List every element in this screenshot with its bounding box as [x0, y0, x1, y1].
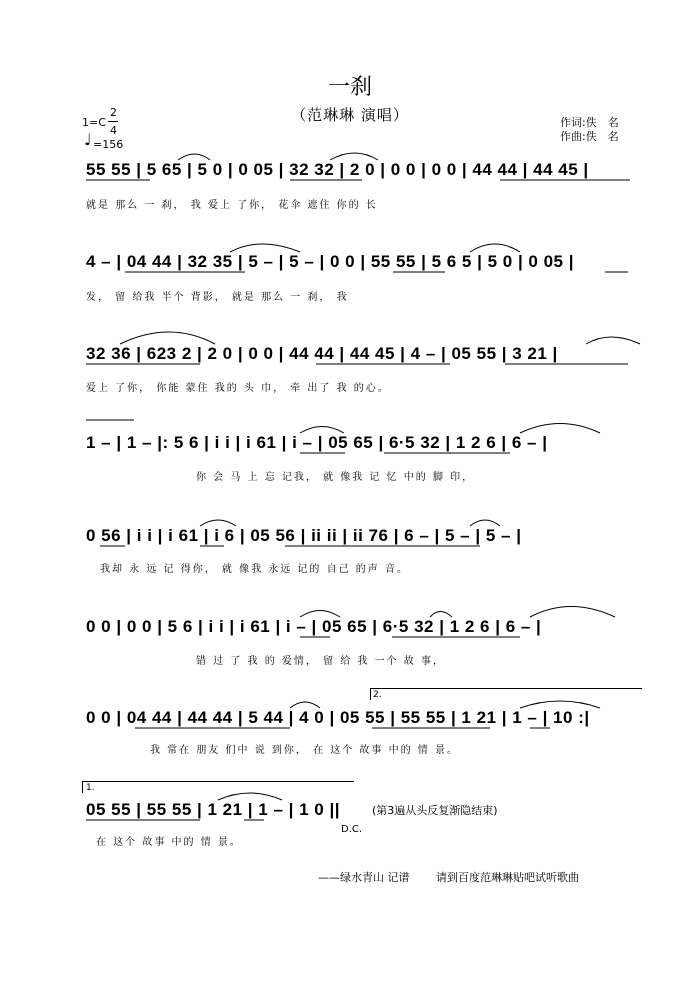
lyrics-line: 在 这个 故事 中的 情 景。 — [96, 837, 242, 848]
tempo-marking: =156 — [93, 138, 124, 151]
lyrics-line: 就是 那么 一 刹， 我 爱上 了你， 花伞 遮住 你的 长 — [86, 200, 378, 211]
lyrics-line: 错 过 了 我 的 爱情， 留 给 我 一个 故 事， — [196, 656, 445, 667]
time-signature-bottom: 4 — [110, 124, 117, 137]
listen-note: 请到百度范琳琳贴吧试听歌曲 — [436, 871, 579, 884]
lyrics-line: 发， 留 给我 半个 背影， 就是 那么 一 刹， 我 — [86, 292, 349, 303]
slur — [330, 153, 378, 160]
slur — [520, 701, 600, 708]
slur — [470, 244, 520, 252]
notation-line: 55 55 | 5 65 | 5 0 | 0 05 | 32 32 | 2 0 | 0 0 | 0 0 | 44 44 | 44 45 | — [86, 160, 589, 179]
slur — [178, 154, 210, 160]
slur — [586, 337, 640, 344]
slur — [300, 427, 344, 434]
lyrics-line: 爱上 了你， 你能 蒙住 我的 头 巾， 牵 出了 我 的心。 — [86, 383, 390, 394]
notation-line: 05 55 | 55 55 | 1 21 | 1 – | 1 0 || — [86, 800, 340, 819]
volta-2-label: 2. — [373, 690, 382, 700]
composer-credit: 作曲:佚 名 — [560, 130, 619, 143]
slur — [530, 607, 615, 618]
slur — [430, 612, 452, 618]
slur — [218, 793, 282, 800]
song-subtitle: （范琳琳 演唱） — [291, 106, 409, 124]
slur — [230, 244, 300, 252]
volta-1-label: 1. — [86, 783, 95, 793]
song-title: 一刹 — [327, 75, 372, 100]
transcriber-credit: ——绿水青山 记谱 — [318, 871, 410, 884]
notation-line: 0 56 | i i | i 61 | i 6 | 05 56 | ii ii | ii 76 | 6 – | 5 – | 5 – | — [86, 526, 522, 545]
lyrics-line: 你 会 马 上 忘 记我， 就 像我 记 忆 中的 脚 印， — [196, 472, 475, 483]
slur — [120, 332, 215, 344]
lyrics-line: 我 常在 朋友 们中 说 到你， 在 这个 故事 中的 情 景。 — [150, 745, 459, 756]
slur — [290, 702, 320, 708]
quarter-note-icon: ♩ — [84, 130, 92, 149]
slur — [300, 611, 340, 618]
slur — [200, 520, 236, 526]
time-signature-top: 2 — [110, 106, 117, 119]
repeat-instruction: (第3遍从头反复渐隐结束) — [372, 804, 498, 817]
notation-line: 0 0 | 0 0 | 5 6 | i i | i 61 | i – | 05 65 | 6·5 32 | 1 2 6 | 6 – | — [86, 617, 542, 636]
notation-line: 32 36 | 623 2 | 2 0 | 0 0 | 44 44 | 44 45 | 4 – | 05 55 | 3 21 | — [86, 344, 558, 363]
slur — [520, 424, 600, 434]
notation-line: 1 – | 1 – |: 5 6 | i i | i 61 | i – | 05 65 | 6·5 32 | 1 2 6 | 6 – | — [86, 433, 548, 452]
slur — [470, 520, 500, 526]
notation-line: 4 – | 04 44 | 32 35 | 5 – | 5 – | 0 0 | 55 55 | 5 6 5 | 5 0 | 0 05 | — [86, 252, 574, 271]
lyrics-line: 我却 永 远 记 得你， 就 像我 永远 记的 自己 的声 音。 — [100, 564, 409, 575]
notation-line: 0 0 | 04 44 | 44 44 | 5 44 | 4 0 | 05 55 | 55 55 | 1 21 | 1 – | 10 :| — [86, 708, 590, 727]
key-signature: 1=C — [82, 116, 106, 129]
dc-mark: D.C. — [341, 824, 363, 835]
lyricist-credit: 作词:佚 名 — [560, 116, 619, 129]
